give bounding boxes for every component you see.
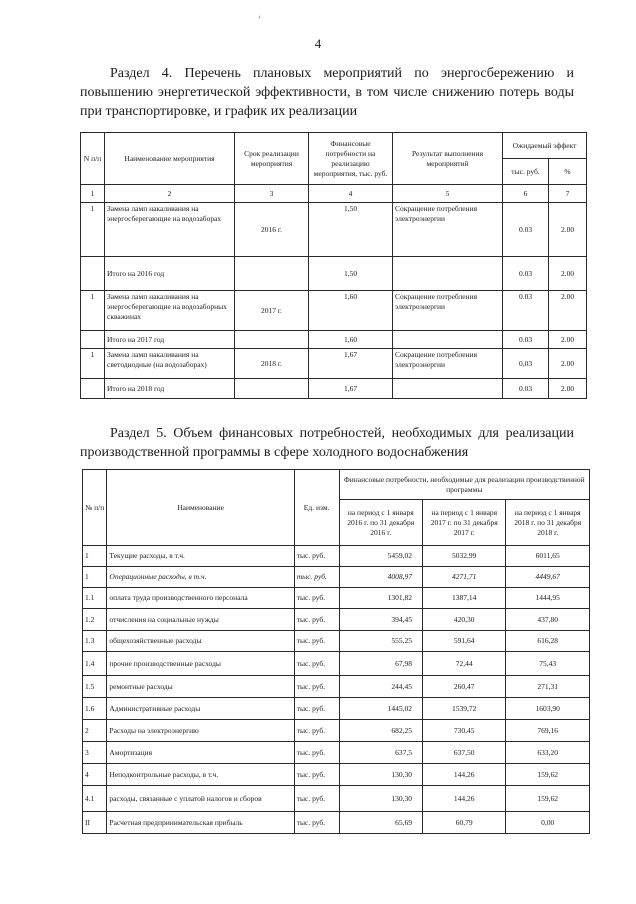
row-finance: 1,67 xyxy=(309,349,393,379)
table-row xyxy=(83,609,590,631)
row-finance: 1,67 xyxy=(309,379,393,399)
table-row xyxy=(83,567,590,588)
row-name: расходы, связанные с уплатой налогов и сборов xyxy=(107,786,294,812)
row-term: 2017 г. xyxy=(235,291,309,331)
table-row xyxy=(83,652,590,676)
row-effect-pct: 2.00 xyxy=(549,349,587,379)
row-name: Замена ламп накаливания на энергосберегающие на водозаборных скважинах xyxy=(105,291,235,331)
row-name: Неподконтрольные расходы, в т.ч. xyxy=(107,764,294,786)
header-finance: Финансовые потребности на реализацию мероприятия, тыс. руб. xyxy=(309,133,393,185)
row-num: 1.3 xyxy=(83,631,107,652)
row-value-2017: 730,45 xyxy=(422,720,505,742)
row-num: 1.4 xyxy=(83,652,107,676)
row-effect-pct: 2.00 xyxy=(549,331,587,349)
row-value-2018: 437,80 xyxy=(506,609,590,631)
table-row xyxy=(81,203,587,257)
table-row xyxy=(83,631,590,652)
row-name: оплата труда производственного персонала xyxy=(107,588,294,609)
row-value-2018: 159,62 xyxy=(506,786,590,812)
row-value-2016: 555,25 xyxy=(339,631,422,652)
header-num: № п/п xyxy=(83,470,107,546)
row-value-2018: 633,20 xyxy=(506,742,590,764)
row-value-2018: 6011,65 xyxy=(506,546,590,567)
row-num: 1 xyxy=(81,203,105,257)
header-num: N п/п xyxy=(81,133,105,185)
table-row-total xyxy=(81,331,587,349)
row-finance: 1,50 xyxy=(309,203,393,257)
header-period-2018: на период с 1 января 2018 г. по 31 декабря 2018 г. xyxy=(506,500,590,546)
header-effect: Ожидаемый эффект xyxy=(503,133,587,159)
row-result: Сокращение потребления электроэнергии xyxy=(393,203,503,257)
row-finance: 1,50 xyxy=(309,257,393,291)
row-unit: тыс. руб. xyxy=(294,698,339,720)
table-row xyxy=(83,698,590,720)
row-effect-pct: 2.00 xyxy=(549,203,587,257)
row-name: Замена ламп накаливания на светодиодные (на водозаборах) xyxy=(105,349,235,379)
table-row xyxy=(83,676,590,698)
header-effect-rub: тыс. руб. xyxy=(503,159,549,185)
row-value-2016: 130,30 xyxy=(339,764,422,786)
col-number: 4 xyxy=(309,185,393,203)
row-value-2016: 394,45 xyxy=(339,609,422,631)
row-effect-pct: 2.00 xyxy=(549,257,587,291)
row-value-2018: 1444,95 xyxy=(506,588,590,609)
row-total-label: Итого на 2018 год xyxy=(105,379,235,399)
row-term: 2018 г. xyxy=(235,349,309,379)
row-name: Расходы на электроэнергию xyxy=(107,720,294,742)
section-4-table xyxy=(80,132,587,399)
table-row xyxy=(81,291,587,331)
row-unit: тыс. руб. xyxy=(294,546,339,567)
header-unit: Ед. изм. xyxy=(294,470,339,546)
table-row xyxy=(83,546,590,567)
row-unit: тыс. руб. xyxy=(294,742,339,764)
col-number: 5 xyxy=(393,185,503,203)
row-unit: тыс. руб. xyxy=(294,609,339,631)
table-row xyxy=(83,786,590,812)
row-name: ремонтные расходы xyxy=(107,676,294,698)
col-number: 3 xyxy=(235,185,309,203)
page-number: 4 xyxy=(314,36,322,51)
row-value-2016: 4008,97 xyxy=(339,567,422,588)
row-num: 1.5 xyxy=(83,676,107,698)
row-name: Операционные расходы, в т.ч. xyxy=(107,567,294,588)
row-value-2017: 4271,71 xyxy=(422,567,505,588)
row-name: Расчетная предпринимательская прибыль xyxy=(107,812,294,834)
row-value-2017: 72,44 xyxy=(422,652,505,676)
row-unit: тыс. руб. xyxy=(294,720,339,742)
header-name: Наименование xyxy=(107,470,294,546)
row-total-label: Итого на 2017 год xyxy=(105,331,235,349)
row-value-2018: 271,31 xyxy=(506,676,590,698)
row-unit: тыс. руб. xyxy=(294,812,339,834)
row-value-2017: 420,30 xyxy=(422,609,505,631)
table-row xyxy=(83,588,590,609)
row-num: 3 xyxy=(83,742,107,764)
row-value-2018: 769,16 xyxy=(506,720,590,742)
col-number: 1 xyxy=(81,185,105,203)
row-num: 1.6 xyxy=(83,698,107,720)
row-value-2018: 616,28 xyxy=(506,631,590,652)
row-effect-rub: 0.03 xyxy=(503,291,549,331)
header-effect-pct: % xyxy=(549,159,587,185)
table-row xyxy=(83,764,590,786)
header-result: Результат выполнения мероприятий xyxy=(393,133,503,185)
table-row xyxy=(83,742,590,764)
row-result: Сокращение потребления электроэнергии xyxy=(393,349,503,379)
section-5-heading: Раздел 5. Объем финансовых потребностей, необходимых для реализации производственной программы в сфере холодного водоснабжения xyxy=(80,426,574,460)
row-value-2017: 5032,99 xyxy=(422,546,505,567)
row-value-2016: 244,45 xyxy=(339,676,422,698)
row-value-2018: 4449,67 xyxy=(506,567,590,588)
row-unit: тыс. руб. xyxy=(294,631,339,652)
row-effect-rub: 0.03 xyxy=(503,331,549,349)
table-row-total xyxy=(81,257,587,291)
row-value-2016: 682,25 xyxy=(339,720,422,742)
row-num: 1 xyxy=(81,291,105,331)
row-value-2017: 60,79 xyxy=(422,812,505,834)
row-unit: тыс. руб. xyxy=(294,676,339,698)
row-effect-rub: 0.03 xyxy=(503,203,549,257)
scan-speck: ʻ xyxy=(258,14,261,24)
row-name: отчисления на социальные нужды xyxy=(107,609,294,631)
col-number: 2 xyxy=(105,185,235,203)
row-num: 1 xyxy=(83,567,107,588)
row-name: Замена ламп накаливания на энергосберегающие на водозаборах xyxy=(105,203,235,257)
row-effect-pct: 2.00 xyxy=(549,379,587,399)
row-value-2017: 1387,14 xyxy=(422,588,505,609)
row-unit: тыс. руб. xyxy=(294,588,339,609)
row-unit: тыс. руб. xyxy=(294,567,339,588)
row-name: прочие производственные расходы xyxy=(107,652,294,676)
row-effect-pct: 2.00 xyxy=(549,291,587,331)
row-finance: 1,60 xyxy=(309,291,393,331)
col-number: 6 xyxy=(503,185,549,203)
header-period-2016: на период с 1 января 2016 г. по 31 декабря 2016 г. xyxy=(339,500,422,546)
table-row xyxy=(83,812,590,834)
row-effect-rub: 0.03 xyxy=(503,379,549,399)
row-unit: тыс. руб. xyxy=(294,786,339,812)
header-term: Срок реализации мероприятия xyxy=(235,133,309,185)
row-value-2017: 1539,72 xyxy=(422,698,505,720)
table-row xyxy=(83,720,590,742)
row-value-2017: 260,47 xyxy=(422,676,505,698)
row-result: Сокращение потребления электроэнергии xyxy=(393,291,503,331)
row-unit: тыс. руб. xyxy=(294,652,339,676)
table-row xyxy=(81,349,587,379)
row-term: 2016 г. xyxy=(235,203,309,257)
row-effect-rub: 0.03 xyxy=(503,257,549,291)
row-num: 4 xyxy=(83,764,107,786)
row-num: II xyxy=(83,812,107,834)
row-value-2017: 591,64 xyxy=(422,631,505,652)
row-finance: 1,60 xyxy=(309,331,393,349)
row-name: общехозяйственные расходы xyxy=(107,631,294,652)
header-name: Наименование мероприятия xyxy=(105,133,235,185)
row-value-2016: 130,30 xyxy=(339,786,422,812)
row-unit: тыс. руб. xyxy=(294,764,339,786)
row-value-2017: 144,26 xyxy=(422,786,505,812)
row-num: 4.1 xyxy=(83,786,107,812)
row-num: 1.2 xyxy=(83,609,107,631)
row-value-2016: 1301,82 xyxy=(339,588,422,609)
row-num: 2 xyxy=(83,720,107,742)
row-num: 1 xyxy=(81,349,105,379)
row-effect-rub: 0,03 xyxy=(503,349,549,379)
row-value-2016: 67,98 xyxy=(339,652,422,676)
row-value-2016: 637,5 xyxy=(339,742,422,764)
row-name: Амортизация xyxy=(107,742,294,764)
row-value-2018: 1603,90 xyxy=(506,698,590,720)
row-value-2018: 159,62 xyxy=(506,764,590,786)
row-total-label: Итого на 2016 год xyxy=(105,257,235,291)
row-name: Административные расходы xyxy=(107,698,294,720)
section-4-heading: Раздел 4. Перечень плановых мероприятий по энергосбережению и повышению энергетической эффективности, в том числе снижению потерь воды при транспортировке, и график их реализации xyxy=(80,66,574,119)
header-finance-group: Финансовые потребности, необходимые для реализации производственной программы xyxy=(339,470,589,500)
row-value-2017: 637,50 xyxy=(422,742,505,764)
table-row-total xyxy=(81,379,587,399)
row-value-2016: 1445,02 xyxy=(339,698,422,720)
row-num: 1.1 xyxy=(83,588,107,609)
row-num: 1 xyxy=(83,546,107,567)
row-name: Текущие расходы, в т.ч. xyxy=(107,546,294,567)
row-value-2016: 65,69 xyxy=(339,812,422,834)
header-period-2017: на период с 1 января 2017 г. по 31 декабря 2017 г. xyxy=(422,500,505,546)
section-5-table xyxy=(82,469,590,834)
row-value-2016: 5459,02 xyxy=(339,546,422,567)
col-number: 7 xyxy=(549,185,587,203)
row-value-2018: 75,43 xyxy=(506,652,590,676)
row-value-2017: 144,26 xyxy=(422,764,505,786)
row-value-2018: 0,00 xyxy=(506,812,590,834)
